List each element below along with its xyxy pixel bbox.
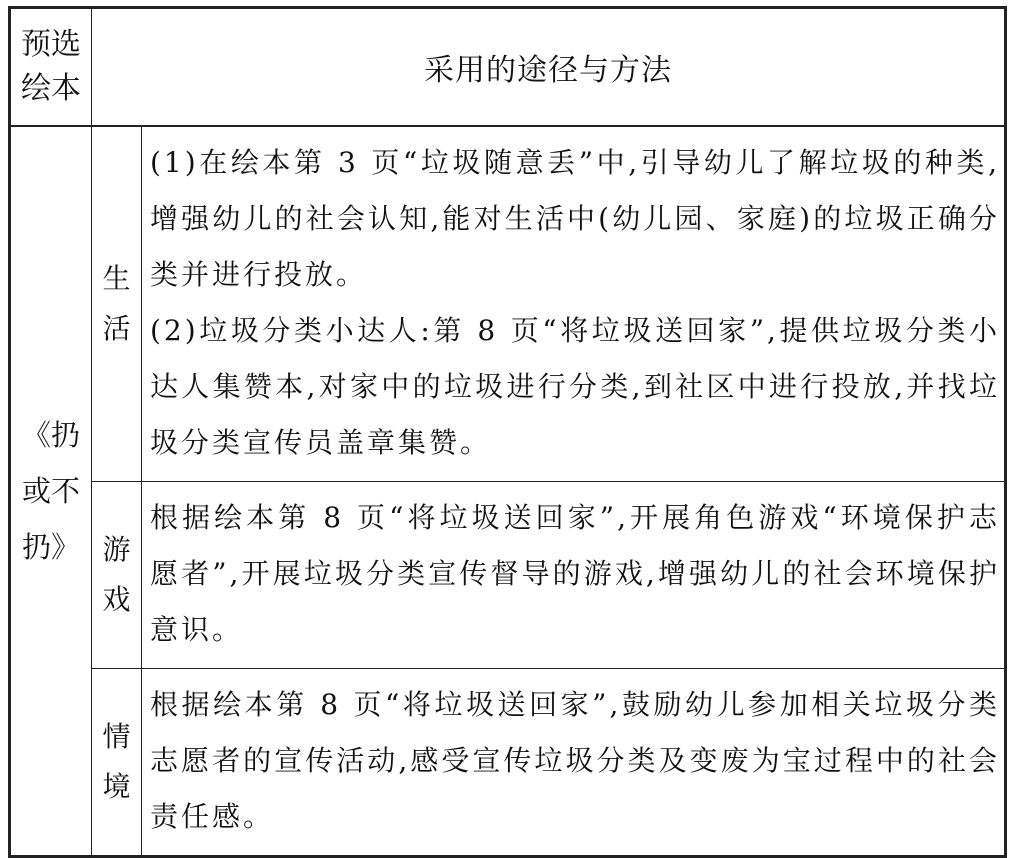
- category-scene-line2: 境: [102, 769, 131, 803]
- header-book-cell: [10, 8, 92, 126]
- book-title-line3: 扔》: [21, 529, 80, 564]
- category-life: [92, 126, 142, 482]
- book-title-line2: 或不: [21, 473, 80, 508]
- content-life-paragraph-1: (1)在绘本第 3 页“垃圾随意丢”中,引导幼儿了解垃圾的种类,增强幼儿的社会认知,能对生活中(幼儿园、家庭)的垃圾正确分类并进行投放。: [150, 145, 1000, 291]
- book-title-cell: [10, 126, 92, 857]
- row-life: [10, 126, 1006, 482]
- category-life-line2: 活: [102, 311, 131, 345]
- header-book-line1: 预选: [21, 26, 81, 62]
- row-game: [10, 481, 1006, 668]
- book-title-line1: 《扔: [21, 417, 80, 452]
- category-game-line1: 游: [102, 532, 131, 566]
- content-life: [142, 126, 1006, 482]
- category-game: [92, 481, 142, 668]
- content-scene: [142, 668, 1006, 856]
- content-game-paragraph-1: 根据绘本第 8 页“将垃圾送回家”,开展角色游戏“环境保护志愿者”,开展垃圾分类宣传督导的游戏,增强幼儿的社会环境保护意识。: [150, 500, 1000, 646]
- header-row: [10, 8, 1006, 126]
- content-scene-paragraph-1: 根据绘本第 8 页“将垃圾送回家”,鼓励幼儿参加相关垃圾分类志愿者的宣传活动,感受宣传垃圾分类及变废为宝过程中的社会责任感。: [150, 687, 1000, 833]
- category-game-line2: 戏: [102, 582, 131, 616]
- category-life-line1: 生: [102, 261, 131, 295]
- category-scene-line1: 情: [102, 719, 131, 753]
- method-table: [8, 6, 1007, 858]
- category-scene: [92, 668, 142, 856]
- header-method-cell: 采用的途径与方法: [92, 8, 1006, 126]
- row-scene: [10, 668, 1006, 856]
- header-book-line2: 绘本: [21, 70, 81, 106]
- content-game: [142, 481, 1006, 668]
- content-life-paragraph-2: (2)垃圾分类小达人:第 8 页“将垃圾送回家”,提供垃圾分类小达人集赞本,对家中的垃圾进行分类,到社区中进行投放,并找垃圾分类宣传员盖章集赞。: [150, 313, 1000, 459]
